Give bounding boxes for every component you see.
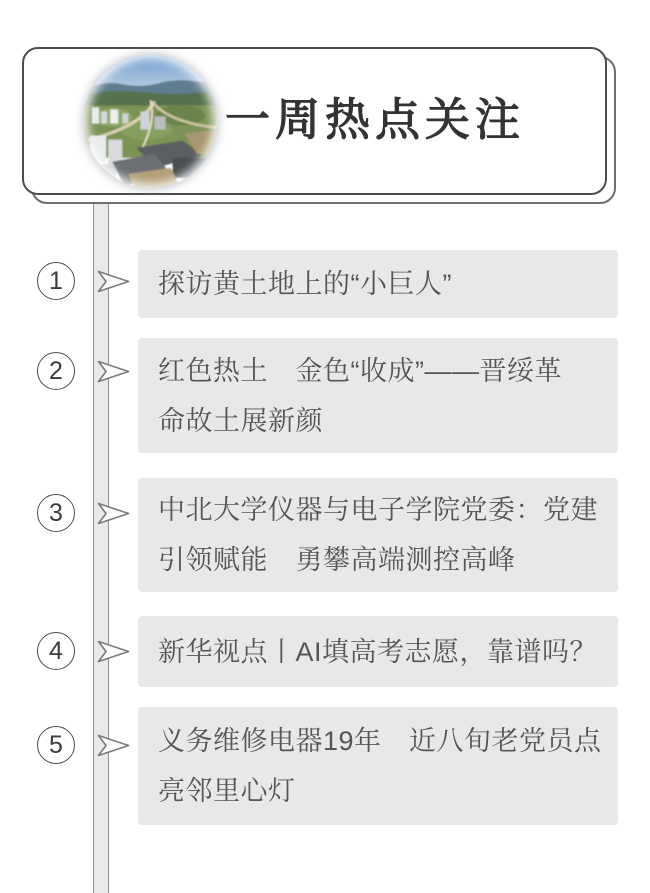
arrow-right-icon: [97, 640, 130, 663]
item-2-number: 2: [49, 356, 63, 385]
arrow-right-icon: [97, 360, 130, 383]
headline-3-line-1: 中北大学仪器与电子学院党委：党建: [158, 495, 598, 525]
headline-item-5[interactable]: [138, 707, 618, 825]
item-5-number-badge: [37, 726, 75, 764]
headline-1-line-1: 探访黄土地上的“小巨人”: [158, 269, 452, 299]
headline-5-line-2: 亮邻里心灯: [158, 776, 296, 806]
arrow-right-icon: [97, 502, 130, 525]
headline-item-3[interactable]: [138, 478, 618, 592]
item-2-number-badge: [37, 352, 75, 390]
headline-2-line-1: 红色热土 金色“收成”——晋绥革: [158, 355, 562, 386]
item-4-number-badge: [37, 632, 75, 670]
item-1-number: 1: [49, 266, 63, 295]
arrow-right-icon: [97, 270, 130, 293]
timeline-spine: [93, 204, 109, 893]
arrow-right-icon: [97, 734, 130, 757]
item-5-number: 5: [49, 730, 63, 759]
headline-5-line-1: 义务维修电器19年 近八旬老党员点: [158, 726, 602, 756]
headline-2-line-2: 命故土展新颜: [158, 405, 323, 436]
item-3-number: 3: [49, 498, 63, 527]
headline-item-4[interactable]: [138, 616, 618, 687]
headline-4-line-1: 新华视点丨AI填高考志愿，靠谱吗？: [158, 636, 598, 667]
item-4-number: 4: [49, 636, 63, 665]
page-title: 一周热点关注: [224, 95, 525, 145]
headline-3-line-2: 引领赋能 勇攀高端测控高峰: [158, 545, 516, 575]
item-3-number-badge: [37, 494, 75, 532]
item-1-number-badge: [37, 262, 75, 300]
headline-item-2[interactable]: [138, 338, 618, 453]
headline-item-1[interactable]: [138, 250, 618, 318]
